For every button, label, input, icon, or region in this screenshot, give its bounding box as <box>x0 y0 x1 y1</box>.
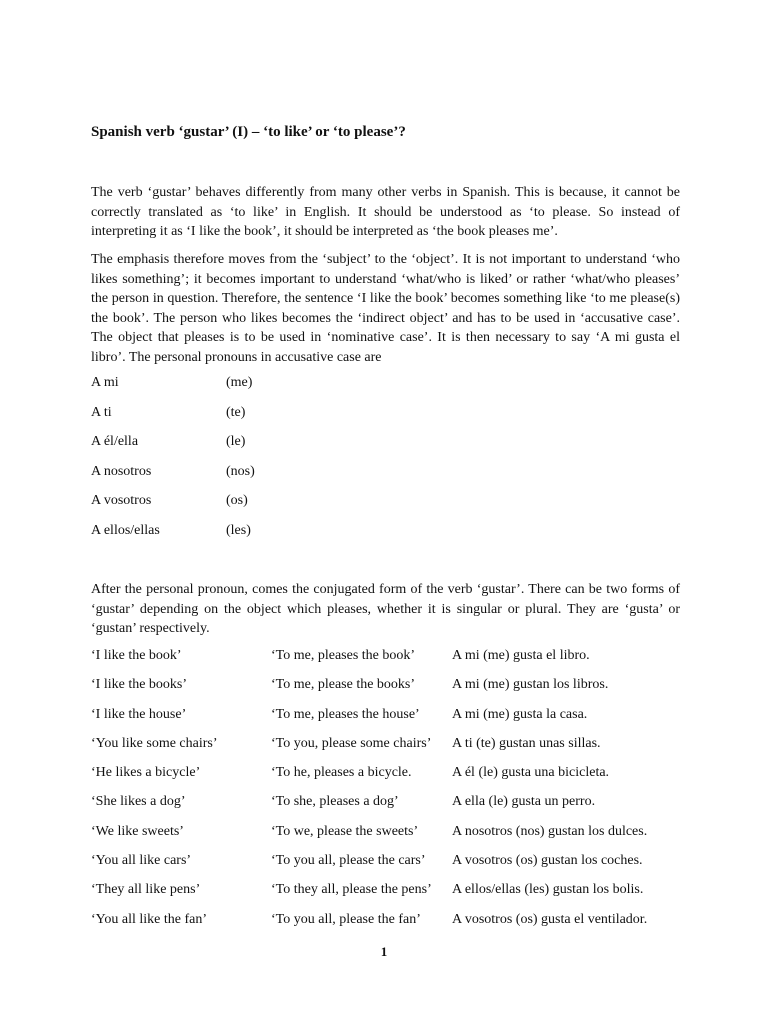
example-row <box>91 794 691 823</box>
example-row <box>91 648 691 677</box>
example-english: ‘I like the books’ <box>91 677 188 693</box>
example-english: ‘He likes a bicycle’ <box>91 765 201 781</box>
example-literal: ‘To you all, please the cars’ <box>271 853 426 869</box>
page-title: Spanish verb ‘gustar’ (I) – ‘to like’ or ‘to please’? <box>91 124 406 140</box>
example-literal: ‘To we, please the sweets’ <box>271 823 419 839</box>
pronoun-short: (nos) <box>226 463 255 479</box>
example-english: ‘You like some chairs’ <box>91 735 218 751</box>
example-row <box>91 677 691 706</box>
example-literal: ‘To you all, please the fan’ <box>271 911 421 927</box>
example-english: ‘I like the house’ <box>91 706 187 722</box>
example-spanish: A ti (te) gustan unas sillas. <box>452 735 601 751</box>
example-literal: ‘To he, pleases a bicycle. <box>271 765 412 781</box>
example-spanish: A mi (me) gusta la casa. <box>452 706 588 722</box>
pronoun-row <box>91 493 391 523</box>
example-row <box>91 736 691 765</box>
example-spanish: A ella (le) gusta un perro. <box>452 794 596 810</box>
pronoun-short: (te) <box>226 404 246 420</box>
example-literal: ‘To me, please the books’ <box>271 677 416 693</box>
example-english: ‘You all like cars’ <box>91 853 192 869</box>
pronoun-short: (os) <box>226 493 248 509</box>
example-spanish: A vosotros (os) gusta el ventilador. <box>452 911 648 927</box>
example-row <box>91 707 691 736</box>
example-english: ‘I like the book’ <box>91 648 182 663</box>
example-literal: ‘To she, pleases a dog’ <box>271 794 399 810</box>
example-spanish: A nosotros (nos) gustan los dulces. <box>452 823 648 839</box>
pronoun: A él/ella <box>91 434 139 450</box>
pronoun-row <box>91 523 391 553</box>
example-row <box>91 912 691 941</box>
example-literal: ‘To me, pleases the book’ <box>271 648 416 663</box>
example-spanish: A vosotros (os) gustan los coches. <box>452 853 643 869</box>
pronoun-row <box>91 464 391 494</box>
example-row <box>91 882 691 911</box>
pronoun: A ellos/ellas <box>91 522 160 538</box>
pronoun-row <box>91 405 391 435</box>
pronoun-row <box>91 434 391 464</box>
page-number: 1 <box>380 944 388 959</box>
pronoun: A ti <box>91 404 112 420</box>
example-spanish: A mi (me) gusta el libro. <box>452 648 590 663</box>
pronoun-row <box>91 375 391 405</box>
example-spanish: A mi (me) gustan los libros. <box>452 677 609 693</box>
intro-paragraph: The verb ‘gustar’ behaves differently from many other verbs in Spanish. This is because, it cannot be correctly translated as ‘to like’ in English. It should be understood as ‘to please. So instead of interpreting it as ‘I like the book’, it should be interpreted as ‘the book pleases me’. <box>91 185 680 239</box>
pronoun: A mi <box>91 375 119 390</box>
pronoun-list <box>91 375 391 553</box>
example-row <box>91 765 691 794</box>
example-spanish: A él (le) gusta una bicicleta. <box>452 765 610 781</box>
example-row <box>91 824 691 853</box>
pronoun-short: (me) <box>226 375 253 390</box>
conjugation-paragraph: After the personal pronoun, comes the conjugated form of the verb ‘gustar’. There can be two forms of ‘gustar’ depending on the object which pleases, whether it is singular or plural. They are ‘gusta’ or ‘gustan’ respectively. <box>91 582 680 636</box>
example-english: ‘She likes a dog’ <box>91 794 186 810</box>
pronoun-short: (les) <box>226 522 251 538</box>
pronoun: A nosotros <box>91 463 152 479</box>
example-literal: ‘To you, please some chairs’ <box>271 735 432 751</box>
emphasis-paragraph: The emphasis therefore moves from the ‘subject’ to the ‘object’. It is not important to understand ‘who likes something’; it becomes important to understand ‘what/who is liked’ or rather ‘what/who pleases’ the person in question. Therefore, the sentence ‘I like the book’ becomes something like ‘to me please(s) the book’. The person who likes becomes the ‘indirect object’ and has to be used in ‘accusative case’. The object that pleases is to be used in ‘nominative case’. It is then necessary to say ‘A mi gusta el libro’. The personal pronouns in accusative case are <box>91 252 680 365</box>
example-literal: ‘To me, pleases the house’ <box>271 706 420 722</box>
example-literal: ‘To they all, please the pens’ <box>271 882 432 898</box>
pronoun-short: (le) <box>226 434 246 450</box>
example-spanish: A ellos/ellas (les) gustan los bolis. <box>452 882 644 898</box>
example-english: ‘They all like pens’ <box>91 882 201 898</box>
example-english: ‘You all like the fan’ <box>91 911 207 927</box>
examples-table <box>91 648 691 941</box>
example-row <box>91 853 691 882</box>
example-english: ‘We like sweets’ <box>91 823 184 839</box>
pronoun: A vosotros <box>91 493 152 509</box>
